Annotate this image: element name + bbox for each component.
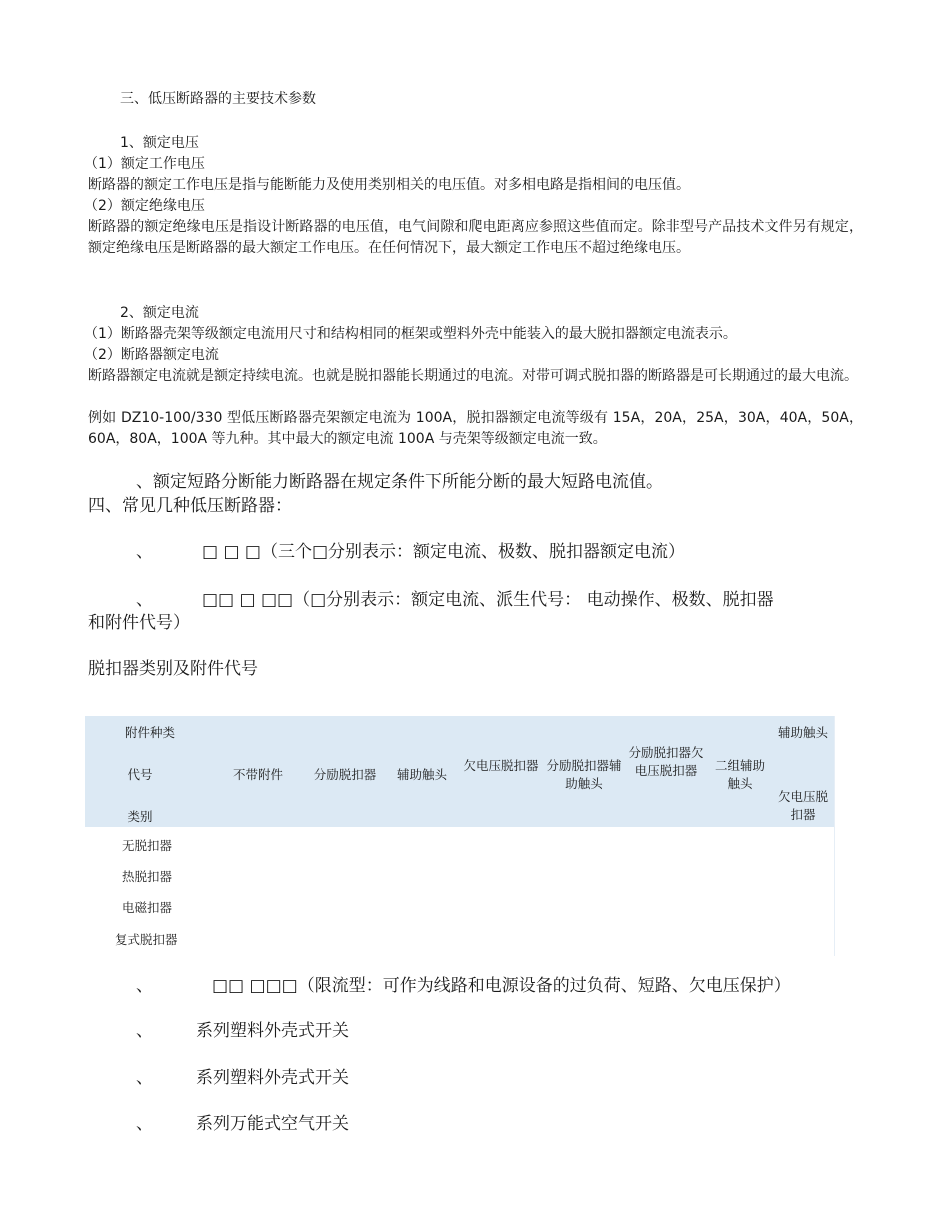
header-col-no-attachment: 不带附件 [232,767,283,782]
table-body [85,827,835,956]
table-row: 无脱扣器 [122,838,173,853]
header-col-two-aux-contacts: 二组辅助触头 [714,758,765,791]
item-2-text: □□ □ □□（□分别表示：额定电流、派生代号： 电动操作、极数、脱扣器 [202,590,774,610]
paragraph-working-voltage: 断路器的额定工作电压是指与能断能力及使用类别相关的电压值。对多相电路是指相间的电压值。 [88,177,690,193]
paragraph-frame-current: （1）断路器壳架等级额定电流用尺寸和结构相同的框架或塑料外壳中能装入的最大脱扣器额定电流表示。 [84,326,737,342]
paragraph-breaking-capacity: 、额定短路分断能力断路器在规定条件下所能分断的最大短路电流值。 [136,472,663,492]
subheading-rated-insulation-voltage: （2）额定绝缘电压 [84,198,205,214]
item-5-text: 系列塑料外壳式开关 [196,1068,349,1088]
table-row: 热脱扣器 [122,869,173,884]
table-caption: 脱扣器类别及附件代号 [88,659,258,679]
paragraph-example: 例如 DZ10-100/330 型低压断路器壳架额定电流为 100A，脱扣器额定电流等级有 15A，20A，25A，30A，40A，50A，60A，80A，100A 等九种。其中最大的额定电流 100A 与壳架等级额定电流一致。 [88,410,863,447]
item-2-marker: 、 [136,590,153,610]
item-3-text: □□ □□□（限流型：可作为线路和电源设备的过负荷、短路、欠电压保护） [212,976,791,996]
item-5-marker: 、 [136,1068,153,1088]
section-4-title: 四、常见几种低压断路器： [88,496,292,516]
header-col-shunt-undervoltage: 分励脱扣器欠电压脱扣器 [628,745,704,778]
subheading-breaker-rated-current: （2）断路器额定电流 [84,347,219,363]
item-4-text: 系列塑料外壳式开关 [196,1021,349,1041]
table-row: 复式脱扣器 [115,932,178,947]
item-1-marker: 、 [136,542,153,562]
header-corner-top: 附件种类 [124,725,175,740]
paragraph-insulation-voltage: 断路器的额定绝缘电压是指设计断路器的电压值，电气间隙和爬电距离应参照这些值而定。除非型号产品技术文件另有规定，额定绝缘电压是断路器的最大额定工作电压。在任何情况下，最大额定工作电压不超过绝缘电压。 [88,219,863,256]
header-col-shunt-release: 分励脱扣器 [313,767,377,782]
header-corner-bottom: 类别 [127,809,153,824]
trip-unit-table [85,716,835,956]
subheading-rated-working-voltage: （1）额定工作电压 [84,156,205,172]
item-6-text: 系列万能式空气开关 [196,1114,349,1134]
section-3-title: 三、低压断路器的主要技术参数 [120,91,316,107]
heading-rated-current: 2、额定电流 [120,305,199,321]
header-col-undervoltage-2: 欠电压脱扣器 [777,789,828,822]
table-header [85,716,835,827]
heading-rated-voltage: 1、额定电压 [120,135,199,151]
header-corner-mid: 代号 [127,767,153,782]
item-6-marker: 、 [136,1114,153,1134]
item-3-marker: 、 [136,976,153,996]
item-2-continuation: 和附件代号） [88,613,190,633]
header-col-undervoltage-release: 欠电压脱扣器 [463,758,539,773]
item-4-marker: 、 [136,1021,153,1041]
header-col-shunt-aux: 分励脱扣器辅助触头 [546,758,622,791]
table-row: 电磁扣器 [122,900,173,915]
item-1-text: □ □ □（三个□分别表示：额定电流、极数、脱扣器额定电流） [202,542,686,562]
paragraph-breaker-rated-current: 断路器额定电流就是额定持续电流。也就是脱扣器能长期通过的电流。对带可调式脱扣器的断路器是可长期通过的最大电流。 [88,368,858,384]
header-col-aux-contact: 辅助触头 [396,767,447,782]
header-col-aux-contact-2: 辅助触头 [777,725,828,740]
table-right-border [834,716,835,956]
